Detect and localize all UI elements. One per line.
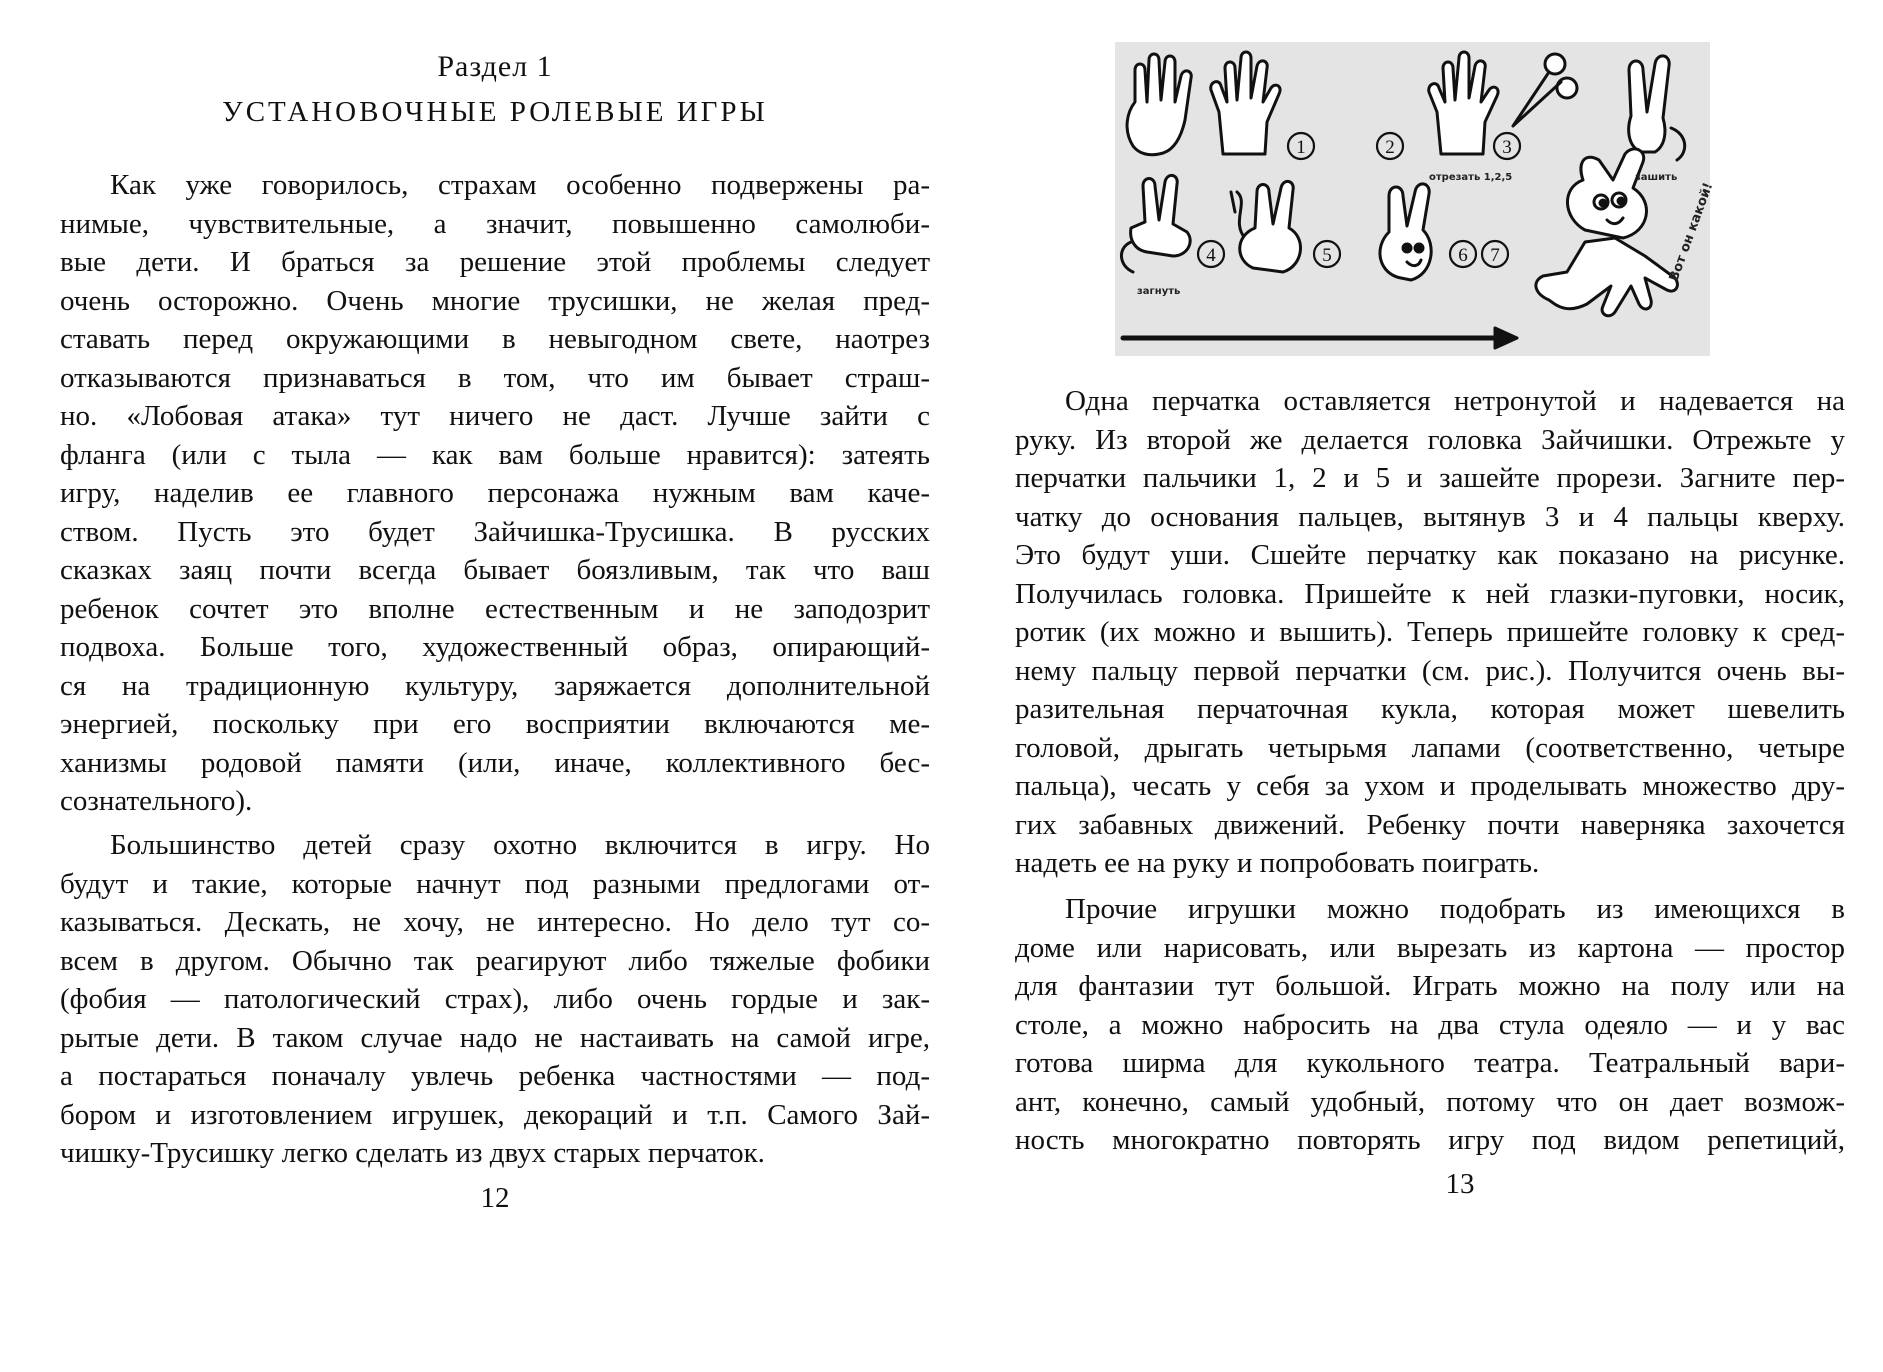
text-line: чатку до основания пальцев, вытянув 3 и 4 пальцы кверху. <box>1015 500 1845 533</box>
text-line: столе, а можно набросить на два стула одеяло — и у вас <box>1015 1008 1845 1041</box>
glove-drawing <box>1671 128 1685 160</box>
text-line: перчатки пальчики 1, 2 и 5 и зашейте прорези. Загните пер- <box>1015 462 1845 494</box>
step-number: 6 <box>1458 245 1468 266</box>
text-line: очень осторожно. Очень многие трусишки, не желая пред- <box>60 284 930 317</box>
caption-sew: зашить <box>1635 172 1678 183</box>
text-line: фланга (или с тыла — как вам больше нравится): затеять <box>60 438 930 471</box>
text-line: готова ширма для кукольного театра. Театральный вари- <box>1015 1047 1845 1079</box>
text-line: игру, наделив ее главного персонажа нужным вам каче- <box>60 477 930 509</box>
text-line: энергией, поскольку при его восприятии включаются ме- <box>60 708 930 740</box>
section-label: Раздел 1 <box>437 50 553 83</box>
glove-puppet-illustration <box>1115 42 1717 356</box>
section-title: УСТАНОВОЧНЫЕ РОЛЕВЫЕ ИГРЫ <box>222 96 768 128</box>
text-line: Как уже говорилось, страхам особенно подвержены ра- <box>110 169 930 201</box>
text-line: доме или нарисовать, или вырезать из картона — простор <box>1015 931 1845 964</box>
text-line: будут и такие, которые начнут под разными предлогами от- <box>60 867 930 900</box>
text-line: чишку-Трусишку легко сделать из двух старых перчаток. <box>60 1137 765 1169</box>
page-number-right: 13 <box>1445 1168 1475 1200</box>
text-line: отказываются признаваться в том, что им бывает страш- <box>60 361 930 394</box>
text-line: бором и изготовлением игрушек, декораций и т.п. Самого Зай- <box>60 1098 930 1131</box>
text-line: казываться. Дескать, не хочу, не интересно. Но дело тут со- <box>60 906 930 938</box>
step-number: 1 <box>1296 137 1306 158</box>
text-line: ант, конечно, самый удобный, потому что он дает возмож- <box>1015 1085 1845 1118</box>
glove-drawing <box>1211 52 1280 154</box>
right-paragraph-1 <box>1015 382 1845 883</box>
glove-drawing <box>1127 54 1191 155</box>
text-line: Большинство детей сразу охотно включится в игру. Но <box>110 829 930 861</box>
text-line: ханизмы родовой памяти (или, иначе, коллективного бес- <box>60 746 930 779</box>
text-line: ставать перед окружающими в невыгодном свете, наотрез <box>60 323 930 355</box>
caption-cut: отрезать 1,2,5 <box>1429 172 1513 183</box>
text-line: нимые, чувствительные, а значит, повышенно самолюби- <box>60 207 930 240</box>
text-line: ством. Пусть это будет Зайчишка-Трусишка. В русских <box>60 515 930 548</box>
text-line: но. «Лобовая атака» тут ничего не даст. Лучше зайти с <box>60 400 930 432</box>
caption-exclaim: Вот он какой! <box>1666 180 1717 284</box>
glove-drawing <box>1121 242 1133 272</box>
text-line: рытые дети. В таком случае надо не настаивать на самой игре, <box>60 1021 930 1054</box>
text-line: вые дети. И браться за решение этой проблемы следует <box>60 246 930 278</box>
text-line: а постараться поначалу увлечь ребенка частностями — под- <box>60 1060 930 1092</box>
bunny-head-drawing <box>1380 184 1431 280</box>
text-line: для фантазии тут большой. Играть можно на полу или на <box>1015 970 1845 1002</box>
step-number: 7 <box>1490 245 1500 266</box>
text-line: (фобия — патологический страх), либо очень гордые и зак- <box>60 983 930 1015</box>
caption-fold: загнуть <box>1137 286 1181 297</box>
step-number: 3 <box>1502 137 1512 158</box>
step-number: 2 <box>1385 137 1395 158</box>
text-line: Получилась головка. Пришейте к ней глазки-пуговки, носик, <box>1015 577 1845 610</box>
text-line: Это будут уши. Сшейте перчатку как показано на рисунке. <box>1015 539 1845 571</box>
text-line: ротик (их можно и вышить). Теперь пришейте головку к сред- <box>1015 616 1845 648</box>
text-line: пальца), чесать у себя за ухом и проделывать множество дру- <box>1015 770 1845 802</box>
scissors-drawing <box>1513 72 1561 126</box>
text-line: ребенок сочтет это вполне естественным и не заподозрит <box>60 592 930 625</box>
right-paragraph-2 <box>1015 890 1845 1160</box>
left-paragraph-1 <box>60 166 930 821</box>
text-line: головой, дрыгать четырьмя лапами (соответственно, четыре <box>1015 731 1845 764</box>
step-number: 4 <box>1206 245 1216 266</box>
text-line: разительная перчаточная кукла, которая может шевелить <box>1015 693 1845 725</box>
text-line: надеть ее на руку и попробовать поиграть. <box>1015 847 1540 879</box>
text-line: сознательного). <box>60 785 253 817</box>
left-paragraph-2 <box>60 826 930 1173</box>
text-line: нему пальцу первой перчатки (см. рис.). Получится очень вы- <box>1015 654 1845 687</box>
step-number: 5 <box>1322 245 1332 266</box>
glove-drawing <box>1131 175 1191 256</box>
page-number-left: 12 <box>480 1182 510 1214</box>
arrow-head <box>1495 328 1517 348</box>
text-line: ся на традиционную культуру, заряжается дополнительной <box>60 669 930 702</box>
hand-drawing <box>1536 238 1678 316</box>
glove-drawing <box>1429 52 1498 154</box>
glove-puppet-drawing <box>1567 149 1646 238</box>
illustration-svg <box>1115 42 1717 356</box>
text-line: руку. Из второй же делается головка Зайчишки. Отрежьте у <box>1015 423 1845 456</box>
text-line: Одна перчатка оставляется нетронутой и надевается на <box>1065 385 1845 417</box>
text-line: подвоха. Больше того, художественный образ, опирающий- <box>60 631 930 663</box>
glove-drawing <box>1629 56 1669 152</box>
text-line: гих забавных движений. Ребенку почти наверняка захочется <box>1015 808 1845 841</box>
text-line: Прочие игрушки можно подобрать из имеющихся в <box>1065 893 1845 925</box>
text-line: ность многократно повторять игру под видом репетиций, <box>1015 1124 1845 1156</box>
text-line: сказках заяц почти всегда бывает боязливым, так что ваш <box>60 554 930 586</box>
text-line: всем в другом. Обычно так реагируют либо тяжелые фобики <box>60 944 930 977</box>
needle-drawing <box>1231 192 1245 238</box>
glove-drawing <box>1240 181 1301 272</box>
